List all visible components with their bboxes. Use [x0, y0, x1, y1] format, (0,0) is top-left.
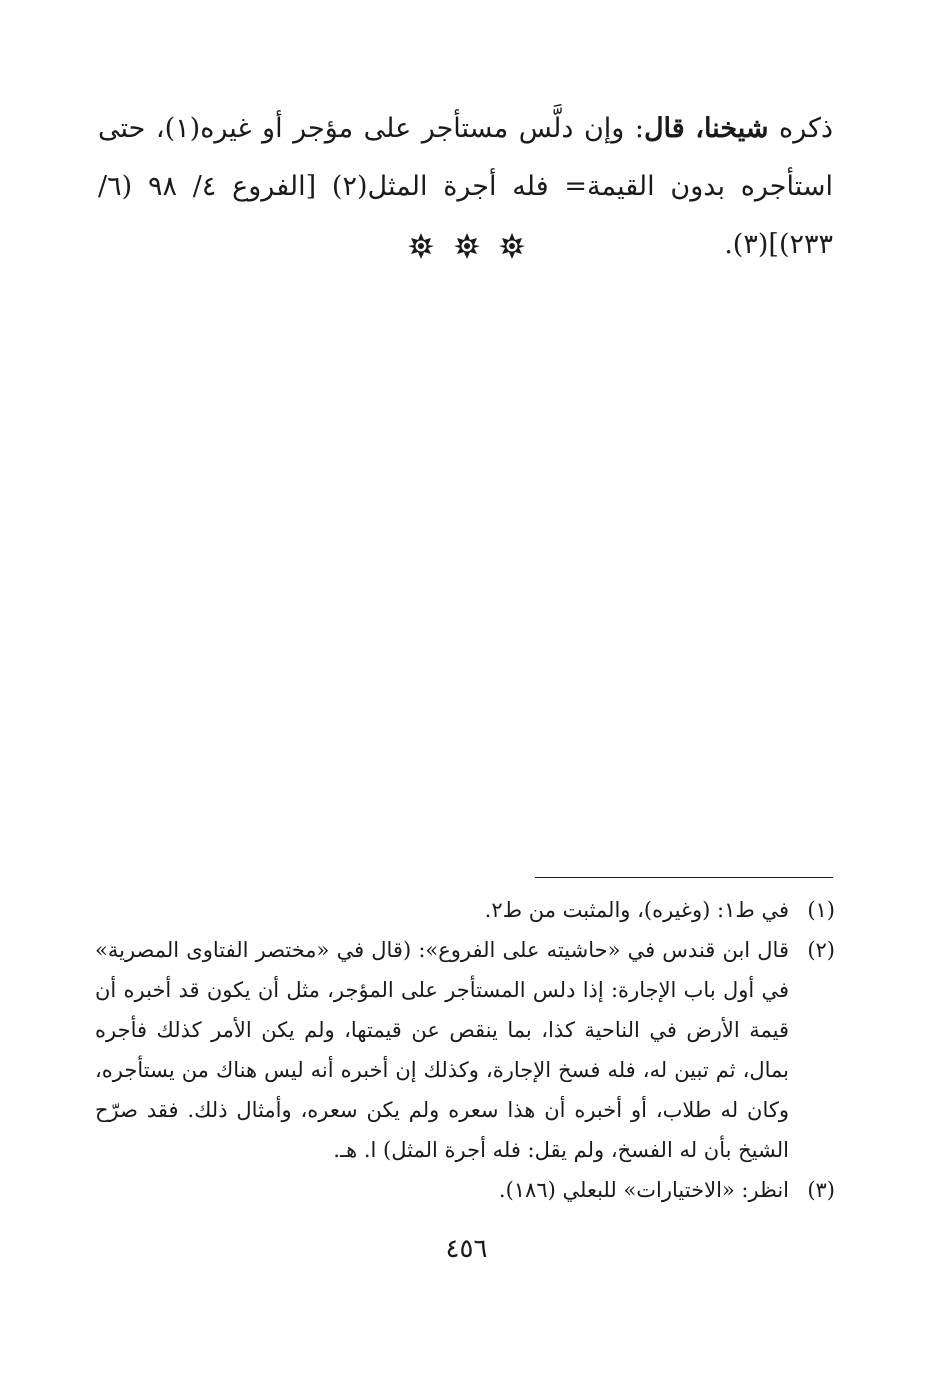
- footnote-number: (٢): [807, 938, 835, 962]
- footnote-text: قال ابن قندس في «حاشيته على الفروع»: (قال في «مختصر الفتاوى المصرية» في أول باب الإجارة: إذا دلس المستأجر على المؤجر، مثل أن يكون قد أخبره أن قيمة الأرض في الناحية كذا، بما ينقص عن قيمتها، ولم يكن الأمر كذلك فأجره بمال، ثم تبين له، فله فسخ الإجارة، وكذلك إن أخبره أنه ليس هناك من يستأجره، وكان له طلاب، أو أخبره أن هذا سعره ولم يكن سعره، وأمثال ذلك. فقد صرّح الشيخ بأن له الفسخ، ولم يقل: فله أجرة المثل) ا. هـ.: [95, 938, 789, 1162]
- footnote-text: انظر: «الاختيارات» للبعلي (١٨٦).: [498, 1178, 789, 1202]
- main-text-part: [الفروع ٤/ ٩٨ (٦/ ٢٣٣)]: [98, 171, 833, 260]
- footnotes-section: [95, 890, 835, 1210]
- main-text-part: ، حتى استأجره بدون القيمة= فله أجرة المثل: [98, 113, 833, 202]
- footnote-ref-1[interactable]: (١): [164, 113, 201, 144]
- section-divider-ornaments: [0, 232, 933, 266]
- footnote-3: [95, 1170, 835, 1210]
- footnote-number: (٣): [807, 1178, 835, 1202]
- footnote-separator: [535, 877, 833, 878]
- main-text-space: [685, 113, 696, 144]
- bold-qala: قال: [643, 113, 685, 144]
- bold-sheikh: شيخنا،: [695, 113, 769, 144]
- footnote-text: في ط١: (وغيره)، والمثبت من ط٢.: [484, 898, 789, 922]
- main-text-part: .: [724, 229, 733, 260]
- footnote-2: [95, 930, 835, 1170]
- footnote-number: (١): [807, 898, 835, 922]
- flower-ornament-icon: [498, 232, 526, 260]
- footnote-ref-2[interactable]: (٢): [331, 171, 368, 202]
- footnote-1: [95, 890, 835, 930]
- main-text-part: ذكره: [768, 113, 833, 144]
- footnote-ref-3[interactable]: (٣): [732, 229, 769, 260]
- flower-ornament-icon: [453, 232, 481, 260]
- flower-ornament-icon: [407, 232, 435, 260]
- page-number: ٤٥٦: [445, 1234, 488, 1264]
- main-text-part: : وإن دلَّس مستأجر على مؤجر أو غيره: [200, 113, 644, 144]
